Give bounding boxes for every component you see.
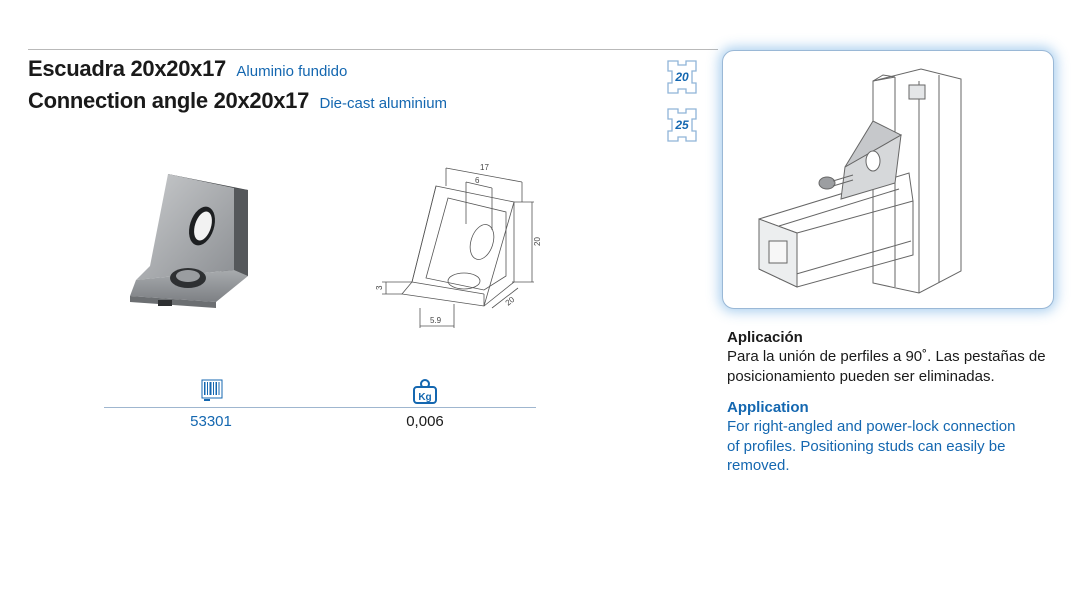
weight-value: 0,006 (406, 413, 444, 430)
weight-kg-icon (412, 378, 438, 404)
article-code: 53301 (190, 413, 232, 430)
dim-20-depth: 20 (503, 295, 517, 308)
title-es-main: Escuadra 20x20x17 (28, 56, 226, 81)
profile-20-badge (662, 58, 702, 96)
dim-5-9: 5.9 (430, 316, 442, 325)
assembly-illustration (723, 51, 1053, 308)
top-rule (28, 49, 718, 50)
application-en-line-1: For right-angled and power-lock connection (727, 418, 1016, 435)
application-english (727, 398, 1057, 476)
application-en-line-2: of profiles. Positioning studs can easily be (727, 437, 1006, 455)
dim-6: 6 (475, 176, 480, 185)
title-en-material: Die-cast aluminium (319, 95, 448, 112)
title-es-material: Aluminio fundido (236, 63, 348, 80)
profile-25-badge (662, 106, 702, 144)
title-spanish (28, 56, 347, 82)
weight-icon-text: Kg (418, 392, 432, 403)
application-es-line-1: Para la unión de perfiles a 90˚. Las pestañas de (727, 348, 1046, 365)
title-en-main: Connection angle 20x20x17 (28, 88, 310, 113)
application-es-heading: Aplicación (727, 329, 803, 346)
barcode-icon (199, 378, 225, 404)
application-es-line-2: posicionamiento pueden ser eliminadas. (727, 367, 995, 385)
technical-drawing (374, 156, 554, 331)
dim-20-height: 20 (533, 237, 542, 246)
dim-17: 17 (480, 163, 489, 172)
spec-table (104, 378, 536, 438)
spec-divider (104, 407, 536, 408)
profile-25-label: 25 (675, 118, 689, 132)
product-photo (128, 168, 256, 308)
title-english (28, 88, 447, 114)
application-image-frame (722, 50, 1054, 309)
profile-20-label: 20 (675, 70, 689, 84)
application-en-heading: Application (727, 399, 809, 416)
application-spanish (727, 328, 1057, 386)
dim-3: 3 (375, 285, 384, 290)
application-en-line-3: removed. (727, 457, 790, 474)
